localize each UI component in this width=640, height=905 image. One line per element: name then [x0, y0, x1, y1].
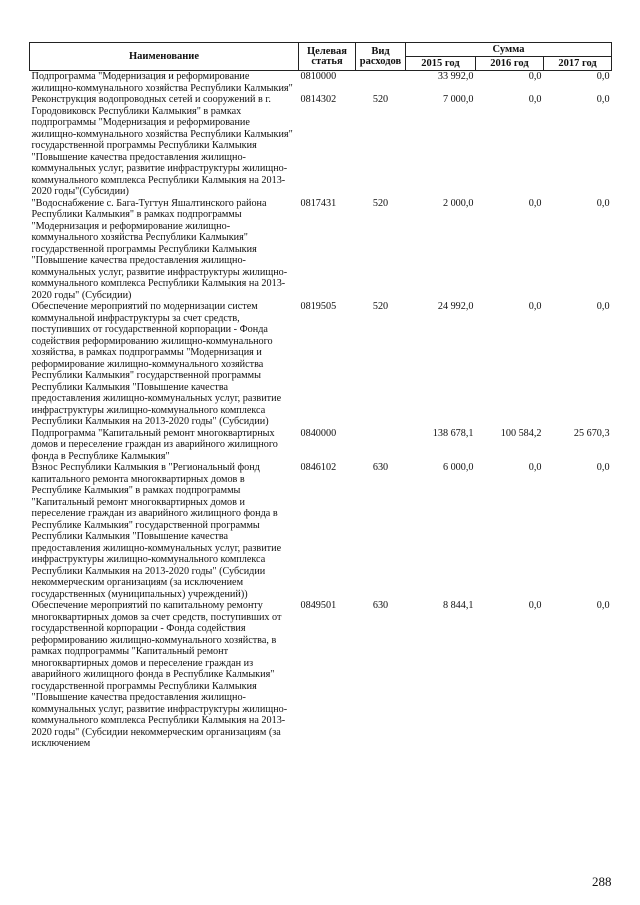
- table-body: [30, 71, 612, 750]
- row-2017: 0,0: [596, 71, 610, 82]
- header-sum: Сумма: [406, 43, 612, 57]
- table-row: [30, 71, 612, 95]
- row-2015: 24 992,0: [437, 301, 474, 312]
- row-2015: 6 000,0: [442, 462, 474, 473]
- row-code: 0814302: [300, 94, 337, 105]
- row-kind: 630: [372, 462, 389, 473]
- table-header: [30, 43, 612, 71]
- table-row: [30, 94, 612, 198]
- row-2017: 0,0: [596, 462, 610, 473]
- row-2017: 0,0: [596, 600, 610, 611]
- row-kind: 520: [372, 197, 389, 209]
- header-2015: 2015 год: [406, 57, 476, 71]
- header-2016: 2016 год: [476, 57, 544, 71]
- row-name: "Водоснабжение с. Бага-Тугтун Яшалтинского района Республики Калмыкия" в рамках подпрограммы "Модернизация и реформирование жилищно-коммунального хозяйства Республики Калмыкия" государственной программы Республики Калмыкия "Повышение качества предоставления жилищно-коммунальных услуг, развитие инфраструктуры жилищно-коммунального комплекса Республики Калмыкия на 2013-2020 годы" (Субсидии): [31, 197, 288, 301]
- row-code: 0819505: [300, 301, 337, 312]
- row-name: Обеспечение мероприятий по модернизации систем коммунальной инфраструктуры за счет средств, поступивших от государственной корпорации - Фонда содействия реформированию жилищно-коммунального хозяйства, в рамках подпрограммы "Модернизация и реформирование жилищно-коммунального хозяйства Республики Калмыкия" государственной программы Республики Калмыкия "Повышение качества предоставления жилищно-коммунальных услуг, развитие инфраструктуры жилищно-коммунального комплекса Республики Калмыкия на 2013-2020 годы" (Субсидии): [31, 301, 282, 427]
- page-number: 288: [592, 874, 612, 889]
- row-2017: 25 670,3: [573, 427, 610, 439]
- row-2015: 138 678,1: [432, 427, 474, 439]
- budget-table: [29, 42, 612, 750]
- row-2016: 0,0: [528, 301, 542, 312]
- row-2016: 0,0: [528, 462, 542, 473]
- row-2016: 0,0: [528, 71, 542, 82]
- row-2016: 0,0: [528, 600, 542, 611]
- table-row: [30, 301, 612, 428]
- row-kind: [356, 428, 406, 463]
- row-2017: 0,0: [596, 301, 610, 312]
- header-target: Целевая статья: [299, 43, 356, 71]
- row-code: 0840000: [300, 427, 337, 439]
- row-2015: 8 844,1: [442, 600, 474, 611]
- header-name: Наименование: [30, 43, 299, 71]
- row-2017: 0,0: [596, 94, 610, 105]
- row-2017: 0,0: [596, 197, 610, 209]
- row-2015: 2 000,0: [442, 197, 474, 209]
- row-2015: 33 992,0: [437, 71, 474, 82]
- row-kind: 630: [372, 600, 389, 611]
- row-2016: 100 584,2: [500, 427, 542, 439]
- table-row: [30, 600, 612, 750]
- row-code: 0817431: [300, 197, 337, 209]
- table-row: [30, 428, 612, 463]
- table-row: [30, 462, 612, 600]
- header-kind: Вид расходов: [356, 43, 406, 71]
- row-kind: 520: [372, 94, 389, 105]
- row-kind: [356, 71, 406, 95]
- row-name: Подпрограмма "Модернизация и реформирование жилищно-коммунального хозяйства Республики Калмыкия": [31, 71, 293, 94]
- row-name: Реконструкция водопроводных сетей и сооружений в г. Городовиковск Республики Калмыкия" в рамках подпрограммы "Модернизация и реформирование жилищно-коммунального хозяйства Республики Калмыкия" государственной программы Республики Калмыкия "Повышение качества предоставления жилищно-коммунальных услуг, развитие инфраструктуры жилищно-коммунального комплекса Республики Калмыкия на 2013-2020 годы"(Субсидии): [31, 94, 293, 197]
- row-code: 0810000: [300, 71, 337, 82]
- table-row: [30, 198, 612, 302]
- row-2016: 0,0: [528, 197, 542, 209]
- row-name: Обеспечение мероприятий по капитальному ремонту многоквартирных домов за счет средств, поступивших от государственной корпорации - Фонда содействия реформированию жилищно-коммунального хозяйства, в рамках подпрограммы "Капитальный ремонт многоквартирных домов и переселение граждан из аварийного жилищного фонда в Республике Калмыкия" государственной программы Республики Калмыкия "Повышение качества предоставления жилищно-коммунальных услуг, развитие инфраструктуры жилищно-коммунального комплекса Республики Калмыкия на 2013-2020 годы" (Субсидии некоммерческим организациям (за исключением: [31, 600, 288, 749]
- row-code: 0849501: [300, 600, 337, 611]
- row-name: Взнос Республики Калмыкия в "Региональный фонд капитального ремонта многоквартирных домов в Республике Калмыкия" в рамках подпрограммы "Капитальный ремонт многоквартирных домов и переселение граждан из аварийного жилищного фонда в Республике Калмыкия" государственной программы Республики Калмыкия "Повышение качества предоставления жилищно-коммунальных услуг, развитие инфраструктуры жилищно-коммунального комплекса Республики Калмыкия на 2013-2020 годы" (Субсидии некоммерческим организациям (за исключением государственных (муниципальных) учреждений)): [31, 462, 282, 600]
- row-2015: 7 000,0: [442, 94, 474, 105]
- row-name: Подпрограмма "Капитальный ремонт многоквартирных домов и переселение граждан из аварийного жилищного фонда в Республике Калмыкия": [31, 427, 278, 462]
- header-2017: 2017 год: [544, 57, 612, 71]
- row-code: 0846102: [300, 462, 337, 473]
- row-kind: 520: [372, 301, 389, 312]
- row-2016: 0,0: [528, 94, 542, 105]
